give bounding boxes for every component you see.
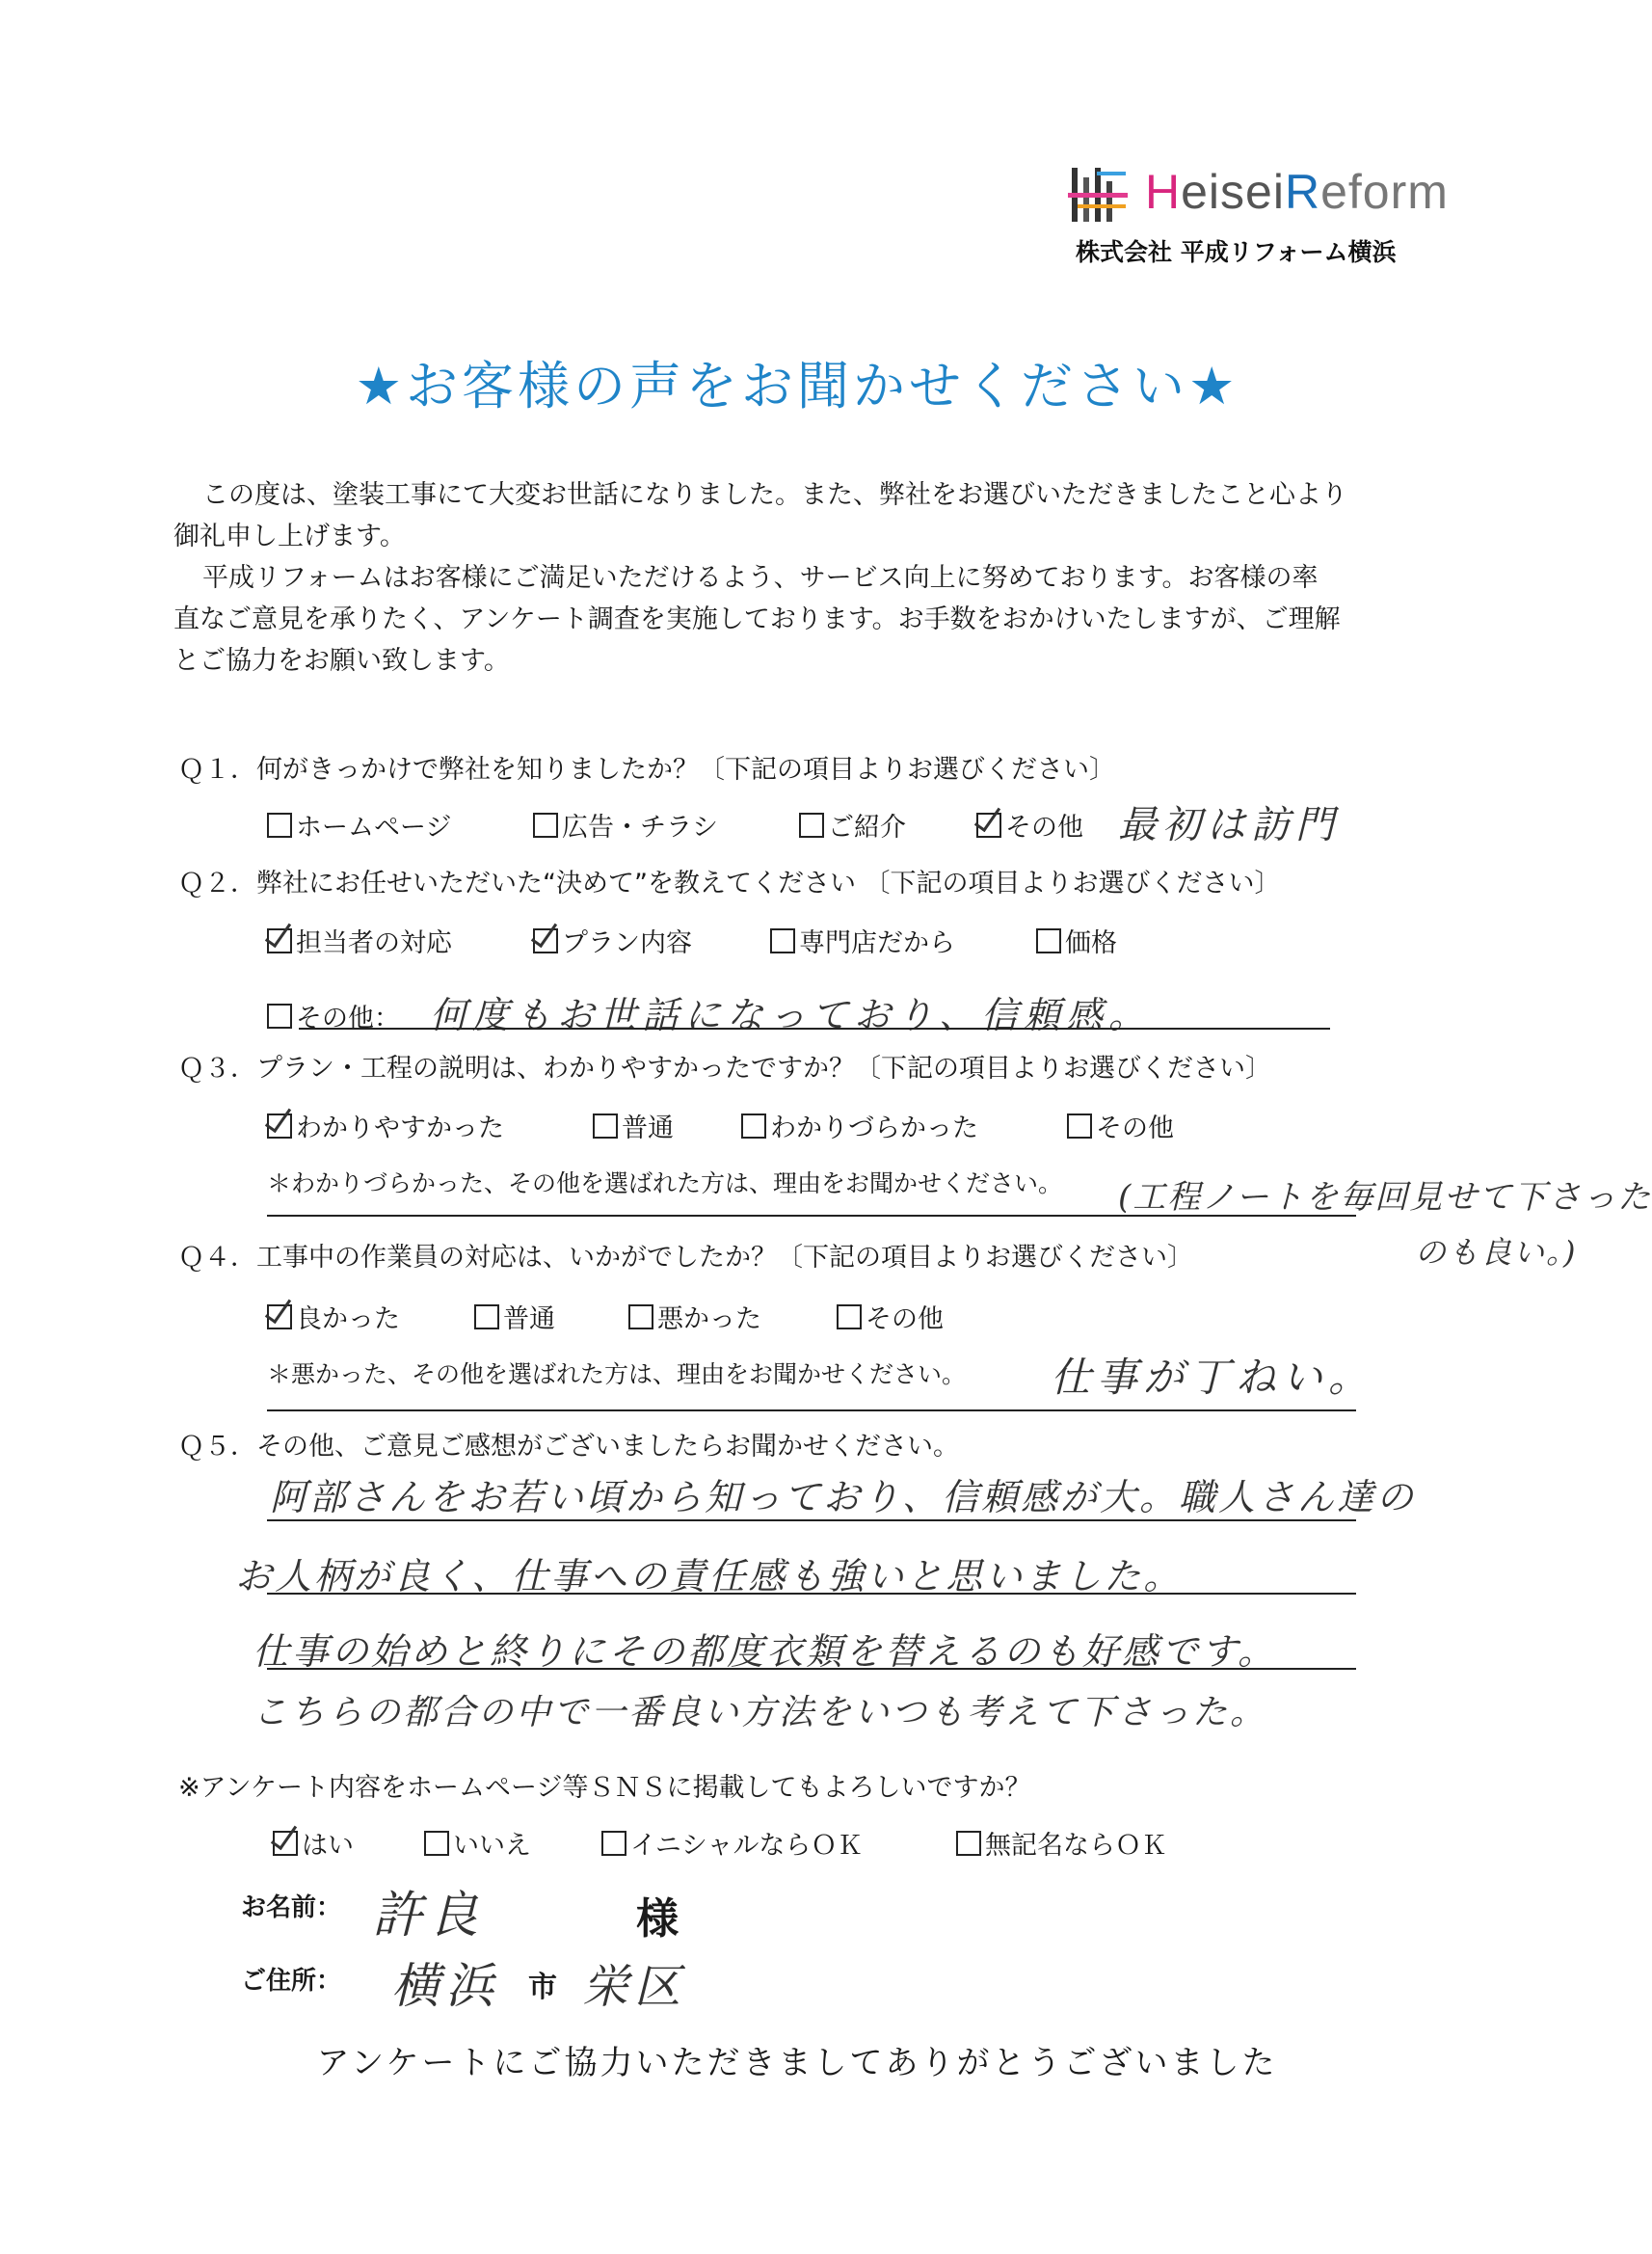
q3-question: Ｑ３．プラン・工程の説明は、わかりやすかったですか？〔下記の項目よりお選びください〕 xyxy=(178,1054,1271,1084)
checkbox[interactable] xyxy=(533,813,558,838)
checkbox[interactable] xyxy=(474,1304,499,1329)
q2-answer-line xyxy=(299,1028,1330,1030)
logo-company-name: 株式会社 平成リフォーム横浜 xyxy=(1076,238,1397,266)
checkbox-checked[interactable] xyxy=(267,1304,292,1329)
thank-you-footer: アンケートにご協力いただきましてありがとうございました xyxy=(316,2044,1278,2082)
q5-answer-line xyxy=(267,1593,1356,1595)
checkbox-checked[interactable] xyxy=(267,928,292,953)
checkbox[interactable] xyxy=(267,813,292,838)
q3-option-unclear[interactable]: わかりづらかった xyxy=(741,1107,978,1144)
checkbox[interactable] xyxy=(267,1004,292,1029)
checkbox[interactable] xyxy=(837,1304,862,1329)
q2-question: Ｑ２．弊社にお任せいただいた“決めて”を教えてください 〔下記の項目よりお選びください〕 xyxy=(178,869,1281,899)
checkbox[interactable] xyxy=(799,813,824,838)
address-label: ご住所： xyxy=(241,1967,342,1996)
checkbox[interactable] xyxy=(424,1831,449,1856)
q4-option-good[interactable]: 良かった xyxy=(267,1298,400,1335)
honorific-sama: 様 xyxy=(636,1894,679,1944)
name-handwritten: 許良 xyxy=(372,1887,485,1945)
q2-option-staff[interactable]: 担当者の対応 xyxy=(267,922,452,959)
q3-option-clear[interactable]: わかりやすかった xyxy=(267,1107,504,1144)
q3-option-normal[interactable]: 普通 xyxy=(593,1107,674,1144)
q3-note: ＊わかりづらかった、その他を選ばれた方は、理由をお聞かせください。 xyxy=(267,1169,1063,1197)
q1-option-ad-flyer[interactable]: 広告・チラシ xyxy=(533,806,718,844)
heisei-reform-logo-mark xyxy=(1068,164,1132,228)
sns-option-initials[interactable]: イニシャルならＯＫ xyxy=(601,1824,863,1862)
q4-option-bad[interactable]: 悪かった xyxy=(628,1298,761,1335)
checkbox[interactable] xyxy=(628,1304,653,1329)
checkbox[interactable] xyxy=(601,1831,626,1856)
sns-option-no[interactable]: いいえ xyxy=(424,1824,531,1862)
q3-comment-handwritten-2: のも良い。) xyxy=(1415,1234,1578,1271)
company-logo xyxy=(1068,164,1449,270)
q5-comment-line: 阿部さんをお若い頃から知っており、信頼感が大。職人さん達の xyxy=(270,1476,1417,1518)
q3-comment-handwritten: (工程ノートを毎回見せて下さった xyxy=(1118,1178,1652,1217)
checkbox-checked[interactable] xyxy=(533,928,558,953)
q5-comment-line: こちらの都合の中で一番良い方法をいつも考えて下さった。 xyxy=(253,1693,1268,1732)
checkbox[interactable] xyxy=(956,1831,981,1856)
sns-option-anonymous[interactable]: 無記名ならＯＫ xyxy=(956,1824,1167,1862)
q3-option-other[interactable]: その他 xyxy=(1067,1107,1174,1144)
sns-question: ※アンケート内容をホームページ等ＳＮＳに掲載してもよろしいですか？ xyxy=(178,1773,1031,1803)
city-handwritten: 横浜 xyxy=(391,1958,499,2014)
q3-answer-line xyxy=(267,1215,1356,1217)
checkbox[interactable] xyxy=(770,928,795,953)
q1-option-referral[interactable]: ご紹介 xyxy=(799,806,906,844)
checkbox[interactable] xyxy=(741,1114,766,1139)
q4-comment-handwritten: 仕事が丁ねい。 xyxy=(1051,1354,1375,1401)
q2-option-plan[interactable]: プラン内容 xyxy=(533,922,692,959)
q2-option-other[interactable]: その他： xyxy=(267,997,400,1034)
q4-option-other[interactable]: その他 xyxy=(837,1298,944,1335)
q4-note: ＊悪かった、その他を選ばれた方は、理由をお聞かせください。 xyxy=(267,1360,967,1388)
intro-line: とご協力をお願い致します。 xyxy=(173,646,510,676)
q2-option-price[interactable]: 価格 xyxy=(1036,922,1117,959)
intro-line: 直なご意見を承りたく、アンケート調査を実施しております。お手数をおかけいたしますが、ご理解 xyxy=(173,604,1341,634)
city-suffix: 市 xyxy=(528,1971,557,2004)
intro-line: 御礼申し上げます。 xyxy=(173,522,406,551)
name-label: お名前： xyxy=(241,1893,342,1922)
q4-answer-line xyxy=(267,1409,1356,1411)
q2-other-handwritten: 何度もお世話になっており、信頼感。 xyxy=(430,994,1152,1036)
q1-option-other[interactable]: その他 xyxy=(976,806,1083,844)
q5-answer-line xyxy=(267,1668,1356,1670)
checkbox-checked[interactable] xyxy=(273,1831,298,1856)
q4-option-normal[interactable]: 普通 xyxy=(474,1298,555,1335)
q5-question: Ｑ５．その他、ご意見ご感想がございましたらお聞かせください。 xyxy=(178,1432,959,1462)
intro-line: この度は、塗装工事にて大変お世話になりました。また、弊社をお選びいただきましたこと心より xyxy=(202,480,1347,510)
ward-handwritten: 栄区 xyxy=(582,1960,687,2014)
checkbox-checked[interactable] xyxy=(267,1114,292,1139)
q5-comment-line: 仕事の始めと終りにその都度衣類を替えるのも好感です。 xyxy=(253,1630,1277,1673)
checkbox[interactable] xyxy=(1067,1114,1092,1139)
logo-brand-name: HeiseiReform xyxy=(1145,165,1449,219)
q4-question: Ｑ４．工事中の作業員の対応は、いかがでしたか？〔下記の項目よりお選びください〕 xyxy=(178,1243,1193,1273)
checkbox[interactable] xyxy=(593,1114,618,1139)
q1-other-handwritten: 最初は訪門 xyxy=(1118,803,1340,847)
q5-answer-line xyxy=(267,1519,1356,1521)
q1-question: Ｑ１．何がきっかけで弊社を知りましたか？〔下記の項目よりお選びください〕 xyxy=(178,755,1115,785)
checkbox-checked[interactable] xyxy=(976,813,1001,838)
sns-option-yes[interactable]: はい xyxy=(273,1824,354,1862)
checkbox[interactable] xyxy=(1036,928,1061,953)
page-title: ★お客様の声をお聞かせください★ xyxy=(355,356,1239,416)
intro-line: 平成リフォームはお客様にご満足いただけるよう、サービス向上に努めております。お客様の率 xyxy=(202,563,1319,593)
q5-comment-line: お人柄が良く、仕事への責任感も強いと思いました。 xyxy=(235,1555,1184,1597)
q1-option-homepage[interactable]: ホームページ xyxy=(267,806,451,844)
q2-option-specialty[interactable]: 専門店だから xyxy=(770,922,955,959)
intro-paragraph xyxy=(173,474,1455,682)
